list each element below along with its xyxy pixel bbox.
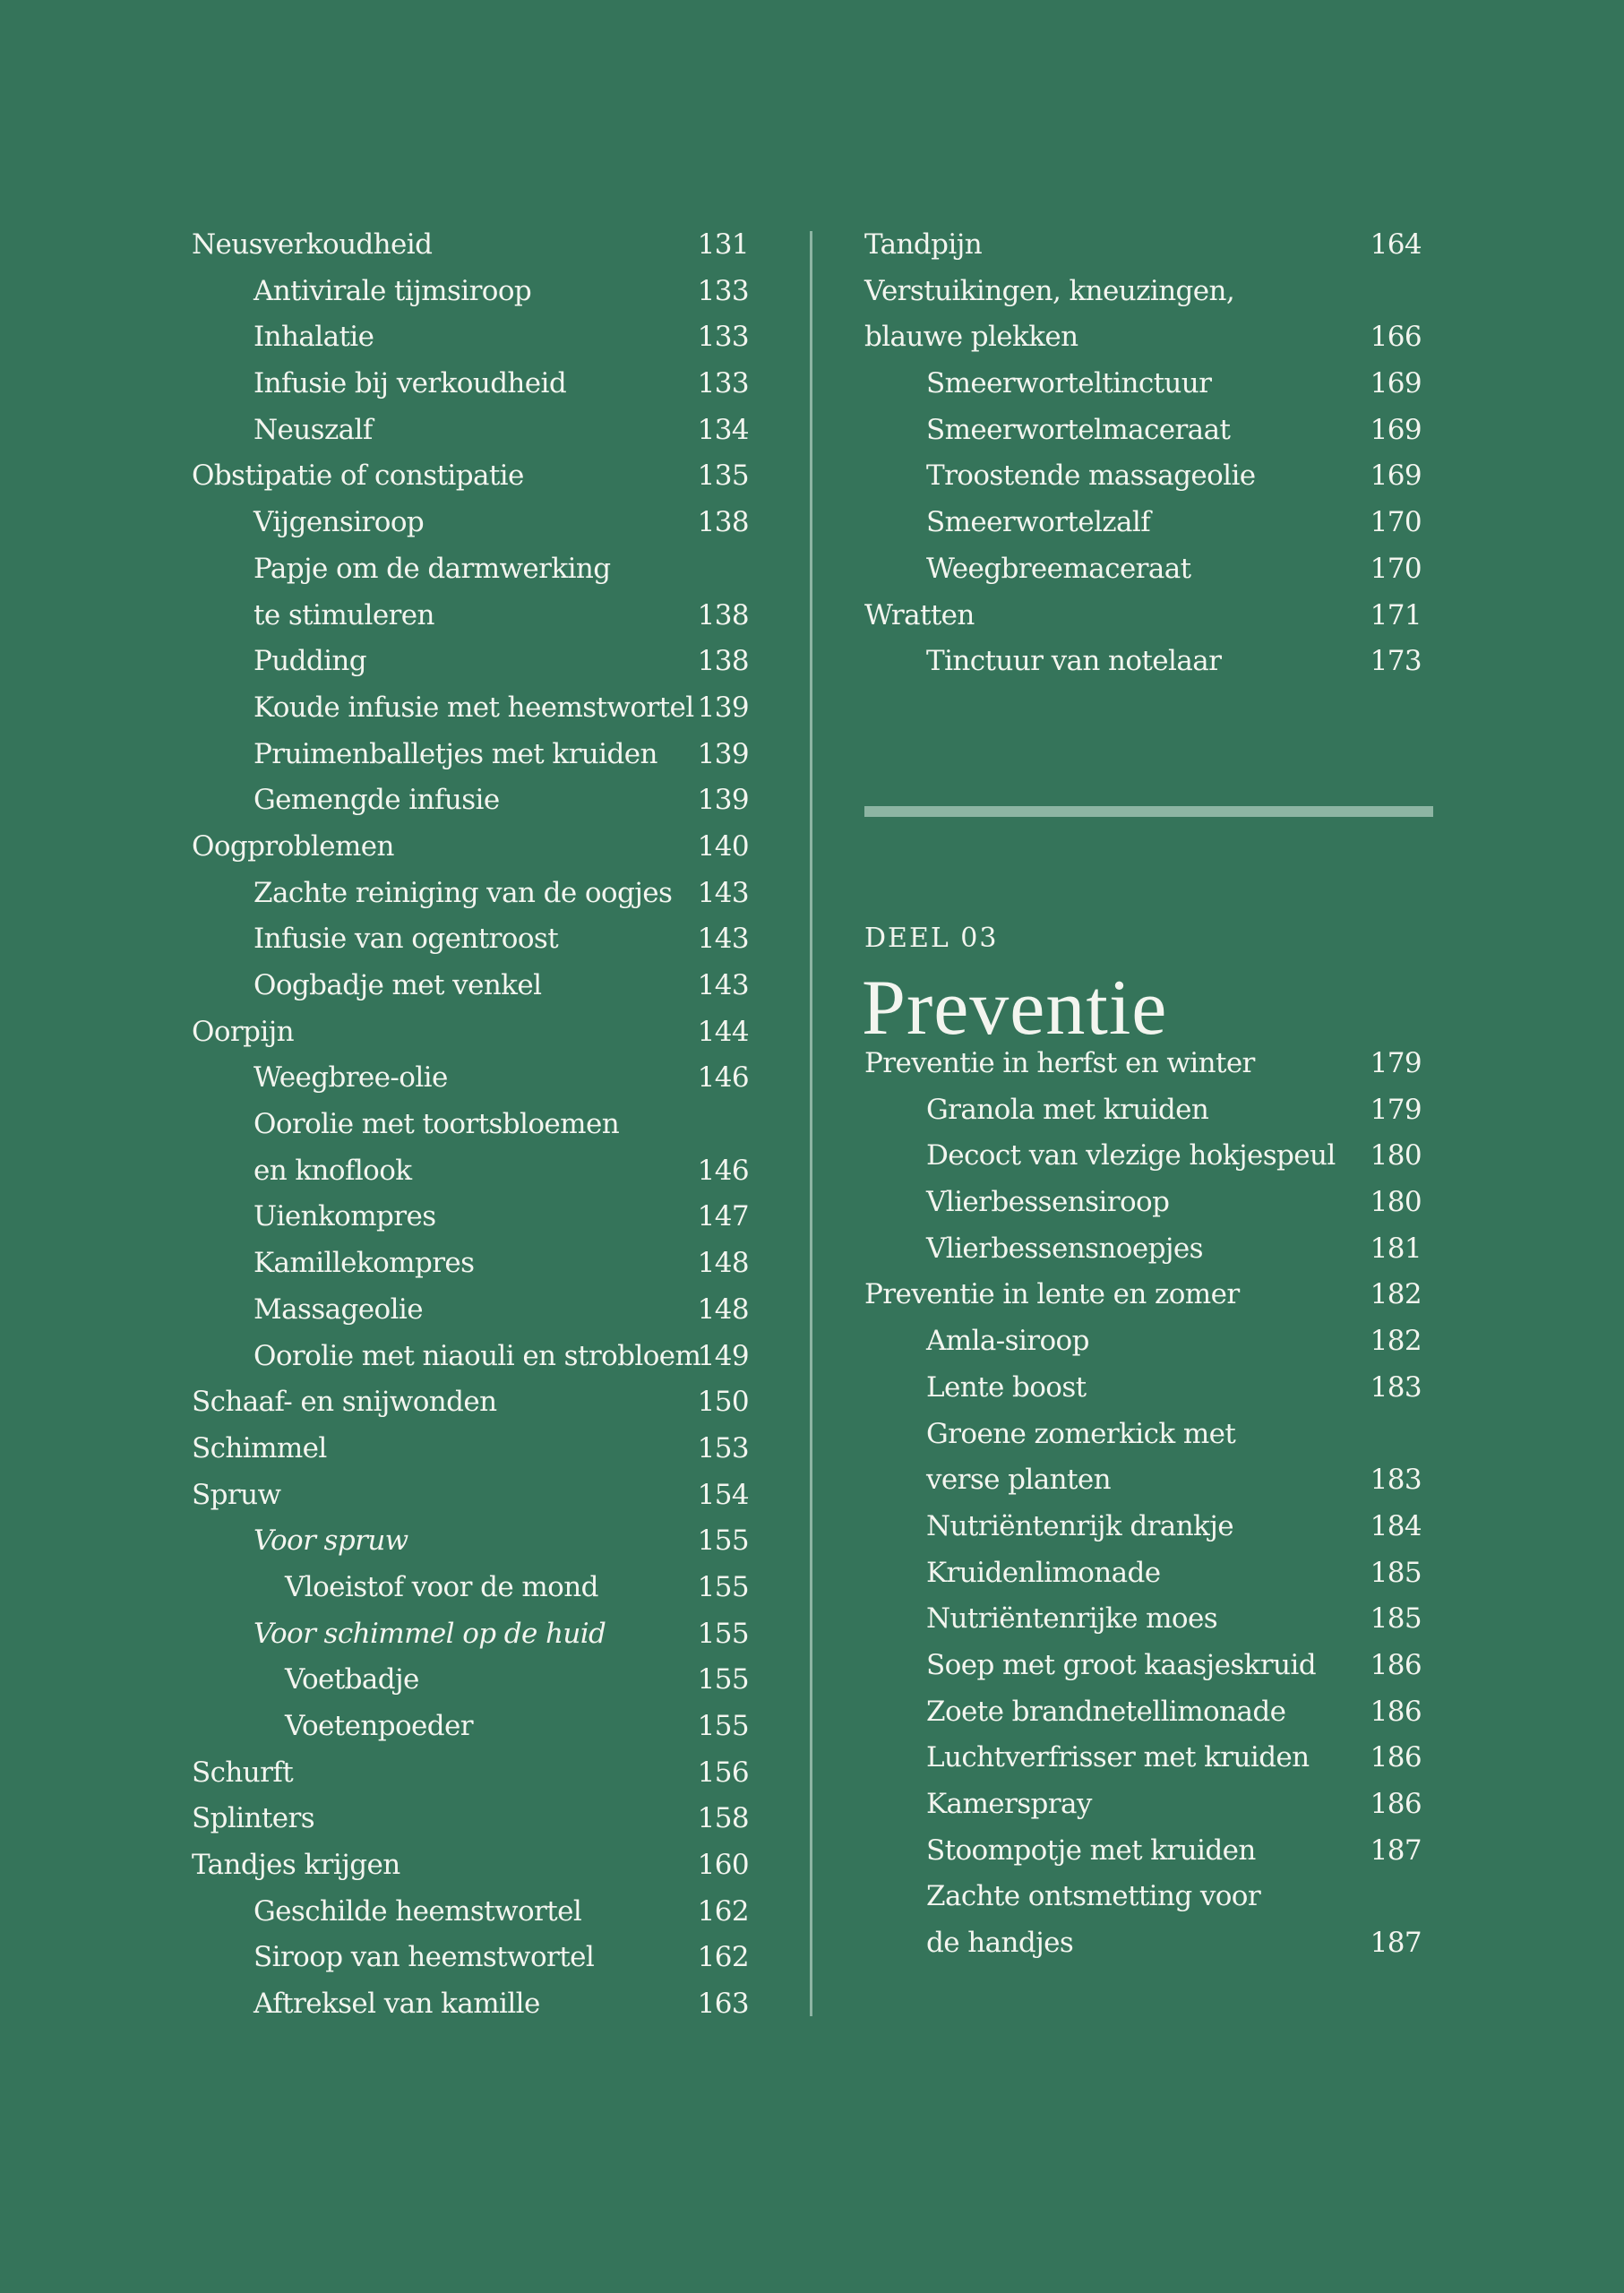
toc-entry-label: Kamillekompres bbox=[253, 1247, 475, 1280]
toc-entry-label: Smeerwortelmaceraat bbox=[926, 413, 1231, 446]
toc-entry-page-number: 155 bbox=[697, 1663, 749, 1696]
toc-entry-label: Troostende massageolie bbox=[926, 459, 1256, 493]
toc-entry-recipe[interactable] bbox=[192, 269, 749, 315]
toc-entry-recipe[interactable] bbox=[192, 1055, 749, 1102]
toc-entry-recipe[interactable] bbox=[192, 1981, 749, 2028]
toc-entry-label: en knoflook bbox=[253, 1154, 412, 1187]
toc-entry-recipe[interactable] bbox=[192, 1241, 749, 1287]
toc-entry-label: Zachte reiniging van de oogjes bbox=[253, 876, 673, 909]
part-number-label: DEEL 03 bbox=[864, 923, 999, 954]
toc-entry-page-number: 150 bbox=[697, 1386, 749, 1419]
toc-entry-label: blauwe plekken bbox=[864, 321, 1078, 354]
toc-entry-chapter[interactable] bbox=[192, 1842, 749, 1889]
toc-entry-label: verse planten bbox=[926, 1464, 1111, 1497]
toc-entry-page-number: 133 bbox=[697, 367, 749, 400]
toc-entry-label: Voor schimmel op de huid bbox=[253, 1617, 606, 1650]
toc-entry-label: Smeerwortelzalf bbox=[926, 506, 1151, 539]
toc-entry-page-number: 170 bbox=[1370, 506, 1422, 539]
toc-entry-label: Oorolie met niaouli en strobloem bbox=[253, 1339, 701, 1372]
toc-entry-recipe[interactable] bbox=[864, 1412, 1422, 1458]
toc-entry-chapter[interactable] bbox=[864, 314, 1422, 361]
toc-entry-page-number: 162 bbox=[697, 1894, 749, 1928]
toc-entry-recipe[interactable] bbox=[864, 1365, 1422, 1412]
toc-entry-recipe[interactable] bbox=[192, 500, 749, 546]
toc-entry-page-number: 180 bbox=[1370, 1139, 1422, 1172]
toc-entry-page-number: 140 bbox=[697, 829, 749, 863]
toc-entry-chapter[interactable] bbox=[192, 824, 749, 871]
toc-entry-subheading[interactable] bbox=[192, 1518, 749, 1565]
toc-entry-page-number: 182 bbox=[1370, 1325, 1422, 1358]
toc-entry-page-number: 139 bbox=[697, 691, 749, 724]
toc-entry-recipe[interactable] bbox=[864, 1087, 1422, 1134]
toc-entry-label: Schurft bbox=[192, 1756, 294, 1789]
toc-entry-label: Vijgensiroop bbox=[253, 506, 425, 539]
toc-entry-page-number: 169 bbox=[1370, 367, 1422, 400]
toc-entry-chapter[interactable] bbox=[192, 1426, 749, 1473]
toc-entry-label: Verstuikingen, kneuzingen, bbox=[864, 274, 1235, 307]
toc-entry-page-number: 133 bbox=[697, 274, 749, 307]
toc-entry-recipe[interactable] bbox=[192, 1657, 749, 1704]
toc-entry-recipe[interactable] bbox=[192, 361, 749, 408]
toc-entry-recipe[interactable] bbox=[864, 1874, 1422, 1920]
toc-entry-page-number: 186 bbox=[1370, 1648, 1422, 1681]
toc-entry-label: Massageolie bbox=[253, 1292, 423, 1326]
toc-entry-label: Kruidenlimonade bbox=[926, 1556, 1161, 1589]
toc-entry-label: Koude infusie met heemstwortel bbox=[253, 691, 694, 724]
toc-entry-recipe[interactable] bbox=[192, 639, 749, 685]
toc-entry-label: Luchtverfrisser met kruiden bbox=[926, 1741, 1310, 1774]
toc-entry-recipe[interactable] bbox=[864, 408, 1422, 454]
toc-entry-label: Splinters bbox=[192, 1802, 315, 1835]
toc-entry-subheading[interactable] bbox=[192, 1611, 749, 1658]
toc-entry-label: Gemengde infusie bbox=[253, 784, 500, 817]
toc-entry-label: Geschilde heemstwortel bbox=[253, 1894, 582, 1928]
toc-entry-label: Stoompotje met kruiden bbox=[926, 1834, 1256, 1867]
toc-entry-recipe[interactable] bbox=[192, 1287, 749, 1334]
toc-entry-recipe[interactable] bbox=[864, 1689, 1422, 1736]
toc-entry-page-number: 169 bbox=[1370, 459, 1422, 493]
toc-entry-recipe[interactable] bbox=[864, 1180, 1422, 1226]
toc-entry-recipe[interactable] bbox=[864, 1226, 1422, 1273]
toc-entry-recipe[interactable] bbox=[192, 1889, 749, 1936]
toc-entry-page-number: 179 bbox=[1370, 1047, 1422, 1079]
toc-entry-page-number: 186 bbox=[1370, 1695, 1422, 1728]
toc-entry-label: Preventie in lente en zomer bbox=[864, 1278, 1240, 1311]
toc-entry-page-number: 181 bbox=[1370, 1232, 1422, 1265]
toc-entry-label: Oogproblemen bbox=[192, 829, 394, 863]
toc-entry-label: Voetbadje bbox=[285, 1663, 419, 1696]
toc-entry-recipe[interactable] bbox=[864, 1643, 1422, 1689]
toc-entry-label: Oorpijn bbox=[192, 1015, 295, 1048]
toc-entry-label: Lente boost bbox=[926, 1370, 1087, 1404]
toc-entry-label: Obstipatie of constipatie bbox=[192, 459, 524, 493]
toc-entry-page-number: 155 bbox=[697, 1570, 749, 1603]
toc-entry-page-number: 154 bbox=[697, 1478, 749, 1511]
toc-entry-page-number: 143 bbox=[697, 969, 749, 1001]
toc-entry-label: Aftreksel van kamille bbox=[253, 1988, 540, 2021]
toc-entry-label: Weegbreemaceraat bbox=[926, 552, 1191, 585]
toc-entry-label: Groene zomerkick met bbox=[926, 1417, 1236, 1450]
toc-entry-page-number: 186 bbox=[1370, 1741, 1422, 1774]
toc-entry-label: Tinctuur van notelaar bbox=[926, 645, 1222, 678]
toc-entry-label: Neuszalf bbox=[253, 413, 373, 446]
toc-entry-chapter[interactable] bbox=[864, 269, 1422, 315]
toc-entry-recipe[interactable] bbox=[192, 593, 749, 640]
toc-entry-label: Preventie in herfst en winter bbox=[864, 1047, 1255, 1079]
toc-entry-page-number: 164 bbox=[1370, 228, 1422, 261]
toc-entry-page-number: 131 bbox=[697, 228, 749, 261]
toc-entry-page-number: 170 bbox=[1370, 552, 1422, 585]
toc-entry-page-number: 187 bbox=[1370, 1834, 1422, 1867]
toc-entry-recipe[interactable] bbox=[864, 1318, 1422, 1365]
toc-entry-chapter[interactable] bbox=[864, 593, 1422, 640]
toc-entry-label: Vlierbessensiroop bbox=[926, 1186, 1170, 1219]
toc-entry-page-number: 139 bbox=[697, 784, 749, 817]
toc-entry-chapter[interactable] bbox=[864, 222, 1422, 269]
toc-entry-page-number: 135 bbox=[697, 459, 749, 493]
toc-entry-label: te stimuleren bbox=[253, 598, 434, 631]
toc-entry-label: Uienkompres bbox=[253, 1200, 436, 1233]
toc-entry-label: Zoete brandnetellimonade bbox=[926, 1695, 1286, 1728]
toc-entry-page-number: 155 bbox=[697, 1710, 749, 1742]
toc-entry-page-number: 146 bbox=[697, 1061, 749, 1095]
toc-entry-recipe[interactable] bbox=[192, 546, 749, 593]
toc-entry-recipe[interactable] bbox=[192, 871, 749, 917]
toc-entry-page-number: 162 bbox=[697, 1941, 749, 1974]
toc-entry-label: Tandjes krijgen bbox=[192, 1849, 400, 1882]
toc-entry-label: Kamerspray bbox=[926, 1788, 1092, 1820]
toc-entry-recipe[interactable] bbox=[192, 408, 749, 454]
part-divider-rule bbox=[864, 806, 1433, 817]
toc-entry-recipe[interactable] bbox=[192, 1334, 749, 1380]
toc-entry-label: Wratten bbox=[864, 598, 975, 631]
part-title: Preventie bbox=[862, 965, 1168, 1052]
toc-entry-page-number: 166 bbox=[1370, 321, 1422, 354]
toc-entry-page-number: 155 bbox=[697, 1617, 749, 1650]
toc-entry-recipe[interactable] bbox=[192, 916, 749, 963]
toc-entry-page-number: 187 bbox=[1370, 1927, 1422, 1960]
toc-entry-chapter[interactable] bbox=[192, 453, 749, 500]
toc-entry-page-number: 184 bbox=[1370, 1509, 1422, 1542]
toc-entry-chapter[interactable] bbox=[192, 1473, 749, 1519]
toc-entry-label: Schimmel bbox=[192, 1431, 327, 1464]
toc-entry-label: Nutriëntenrijk drankje bbox=[926, 1509, 1233, 1542]
toc-left-column bbox=[192, 222, 749, 2028]
toc-entry-page-number: 186 bbox=[1370, 1788, 1422, 1820]
toc-entry-recipe[interactable] bbox=[864, 500, 1422, 546]
toc-entry-recipe[interactable] bbox=[864, 1133, 1422, 1180]
toc-entry-recipe[interactable] bbox=[864, 453, 1422, 500]
toc-entry-label: Vloeistof voor de mond bbox=[285, 1570, 598, 1603]
toc-entry-page-number: 144 bbox=[697, 1015, 749, 1048]
toc-entry-label: Pruimenballetjes met kruiden bbox=[253, 737, 657, 770]
toc-entry-page-number: 138 bbox=[697, 645, 749, 678]
toc-entry-page-number: 180 bbox=[1370, 1186, 1422, 1219]
toc-entry-recipe[interactable] bbox=[864, 1920, 1422, 1967]
toc-entry-label: Nutriëntenrijke moes bbox=[926, 1602, 1218, 1636]
column-divider bbox=[810, 231, 812, 2016]
toc-entry-recipe[interactable] bbox=[864, 546, 1422, 593]
toc-entry-chapter[interactable] bbox=[192, 1750, 749, 1797]
toc-entry-page-number: 149 bbox=[697, 1339, 749, 1372]
toc-entry-recipe[interactable] bbox=[192, 963, 749, 1009]
toc-entry-label: Amla-siroop bbox=[926, 1325, 1089, 1358]
toc-entry-label: Decoct van vlezige hokjespeul bbox=[926, 1139, 1336, 1172]
toc-entry-page-number: 147 bbox=[697, 1200, 749, 1233]
toc-entry-label: Vlierbessensnoepjes bbox=[926, 1232, 1203, 1265]
toc-entry-page-number: 143 bbox=[697, 923, 749, 956]
toc-entry-label: Oogbadje met venkel bbox=[253, 969, 542, 1001]
toc-entry-page-number: 148 bbox=[697, 1292, 749, 1326]
toc-entry-label: Inhalatie bbox=[253, 321, 374, 354]
toc-entry-label: Siroop van heemstwortel bbox=[253, 1941, 595, 1974]
toc-entry-page-number: 158 bbox=[697, 1802, 749, 1835]
toc-entry-recipe[interactable] bbox=[192, 685, 749, 732]
toc-entry-page-number: 153 bbox=[697, 1431, 749, 1464]
toc-entry-chapter[interactable] bbox=[192, 1379, 749, 1426]
toc-entry-page-number: 139 bbox=[697, 737, 749, 770]
toc-entry-recipe[interactable] bbox=[192, 1194, 749, 1241]
toc-entry-label: Papje om de darmwerking bbox=[253, 552, 611, 585]
toc-entry-recipe[interactable] bbox=[192, 1102, 749, 1148]
toc-entry-page-number: 185 bbox=[1370, 1556, 1422, 1589]
toc-entry-recipe[interactable] bbox=[864, 1735, 1422, 1782]
toc-entry-label: Zachte ontsmetting voor bbox=[926, 1880, 1261, 1913]
toc-entry-recipe[interactable] bbox=[192, 1148, 749, 1195]
toc-entry-page-number: 148 bbox=[697, 1247, 749, 1280]
toc-entry-chapter[interactable] bbox=[864, 1272, 1422, 1318]
toc-entry-label: de handjes bbox=[926, 1927, 1074, 1960]
toc-entry-label: Tandpijn bbox=[864, 228, 983, 261]
toc-entry-recipe[interactable] bbox=[864, 1828, 1422, 1875]
toc-entry-label: Smeerworteltinctuur bbox=[926, 367, 1212, 400]
toc-entry-page-number: 143 bbox=[697, 876, 749, 909]
toc-entry-chapter[interactable] bbox=[192, 222, 749, 269]
toc-entry-label: Schaaf- en snijwonden bbox=[192, 1386, 497, 1419]
toc-entry-page-number: 183 bbox=[1370, 1464, 1422, 1497]
toc-entry-page-number: 133 bbox=[697, 321, 749, 354]
toc-entry-chapter[interactable] bbox=[864, 1041, 1422, 1087]
toc-right-column bbox=[864, 222, 1422, 685]
toc-entry-page-number: 183 bbox=[1370, 1370, 1422, 1404]
toc-entry-page-number: 134 bbox=[697, 413, 749, 446]
toc-entry-label: Pudding bbox=[253, 645, 367, 678]
toc-entry-label: Soep met groot kaasjeskruid bbox=[926, 1648, 1316, 1681]
toc-entry-page-number: 138 bbox=[697, 598, 749, 631]
toc-entry-recipe[interactable] bbox=[192, 1704, 749, 1750]
toc-entry-chapter[interactable] bbox=[192, 1796, 749, 1842]
toc-entry-recipe[interactable] bbox=[192, 1935, 749, 1981]
toc-entry-page-number: 182 bbox=[1370, 1278, 1422, 1311]
toc-entry-label: Spruw bbox=[192, 1478, 281, 1511]
toc-entry-page-number: 138 bbox=[697, 506, 749, 539]
toc-entry-page-number: 160 bbox=[697, 1849, 749, 1882]
toc-entry-label: Voor spruw bbox=[253, 1524, 408, 1558]
toc-entry-page-number: 173 bbox=[1370, 645, 1422, 678]
toc-entry-recipe[interactable] bbox=[864, 1457, 1422, 1504]
toc-entry-label: Granola met kruiden bbox=[926, 1093, 1209, 1126]
toc-entry-page-number: 146 bbox=[697, 1154, 749, 1187]
toc-entry-recipe[interactable] bbox=[864, 361, 1422, 408]
toc-entry-label: Neusverkoudheid bbox=[192, 228, 433, 261]
toc-entry-recipe[interactable] bbox=[864, 1550, 1422, 1597]
toc-entry-label: Weegbree-olie bbox=[253, 1061, 448, 1095]
toc-entry-page-number: 163 bbox=[697, 1988, 749, 2021]
toc-entry-label: Antivirale tijmsiroop bbox=[253, 274, 532, 307]
toc-entry-recipe[interactable] bbox=[864, 1782, 1422, 1828]
toc-entry-page-number: 179 bbox=[1370, 1093, 1422, 1126]
toc-entry-recipe[interactable] bbox=[192, 1565, 749, 1611]
toc-entry-chapter[interactable] bbox=[192, 1009, 749, 1056]
toc-entry-recipe[interactable] bbox=[864, 1596, 1422, 1643]
toc-entry-label: Infusie bij verkoudheid bbox=[253, 367, 567, 400]
toc-entry-page-number: 185 bbox=[1370, 1602, 1422, 1636]
toc-entry-recipe[interactable] bbox=[192, 732, 749, 778]
toc-entry-page-number: 171 bbox=[1370, 598, 1422, 631]
toc-entry-label: Oorolie met toortsbloemen bbox=[253, 1108, 620, 1141]
toc-entry-recipe[interactable] bbox=[864, 639, 1422, 685]
toc-entry-recipe[interactable] bbox=[192, 314, 749, 361]
toc-part-entries bbox=[864, 1041, 1422, 1967]
toc-entry-page-number: 156 bbox=[697, 1756, 749, 1789]
toc-entry-recipe[interactable] bbox=[864, 1504, 1422, 1550]
toc-entry-label: Voetenpoeder bbox=[285, 1710, 473, 1742]
toc-entry-page-number: 169 bbox=[1370, 413, 1422, 446]
toc-entry-label: Infusie van ogentroost bbox=[253, 923, 559, 956]
toc-entry-page-number: 155 bbox=[697, 1524, 749, 1558]
toc-entry-recipe[interactable] bbox=[192, 777, 749, 824]
